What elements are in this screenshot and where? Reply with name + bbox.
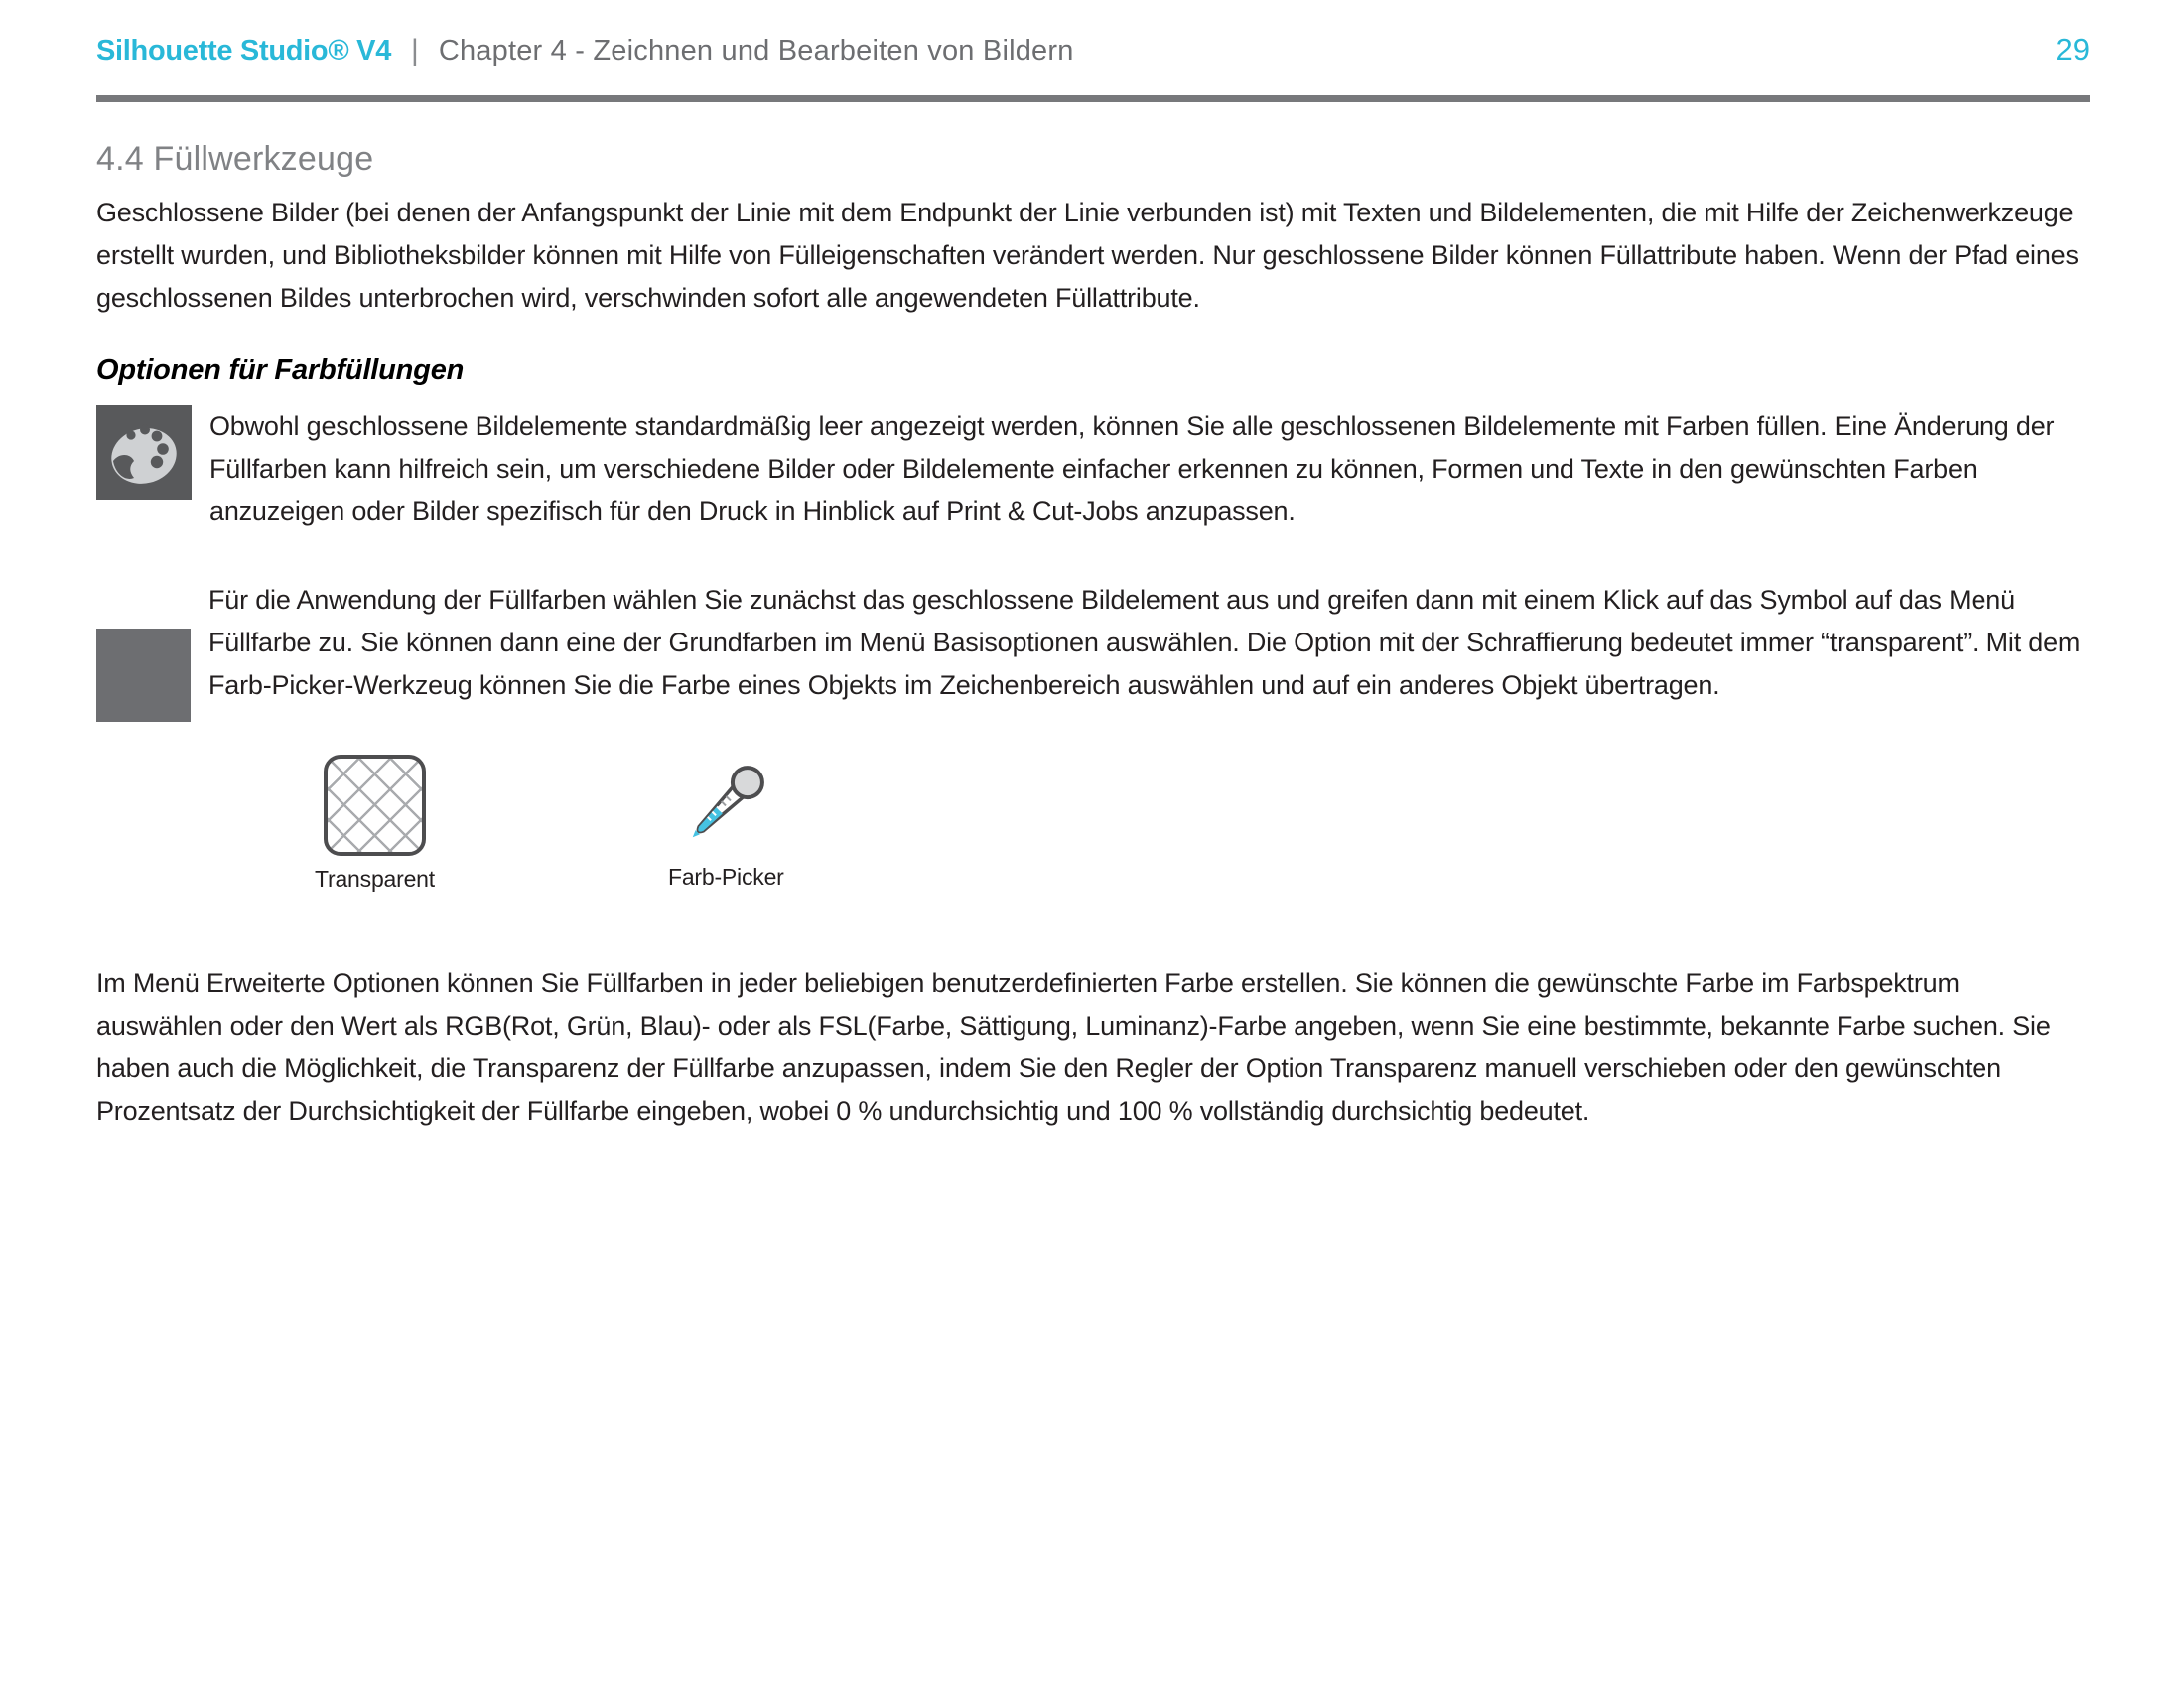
color-picker-icon bbox=[676, 755, 775, 854]
page-number: 29 bbox=[2055, 32, 2090, 67]
header-left bbox=[96, 34, 1074, 68]
page-header bbox=[96, 32, 2090, 68]
header-rule bbox=[96, 95, 2090, 102]
transparent-fill-icon bbox=[324, 755, 426, 856]
picker-caption: Farb-Picker bbox=[667, 864, 784, 890]
chapter-title: Chapter 4 - Zeichnen und Bearbeiten von Bildern bbox=[438, 35, 1074, 67]
picker-figure bbox=[668, 755, 784, 891]
palette-row bbox=[96, 405, 2090, 533]
section-title: 4.4 Füllwerkzeuge bbox=[96, 140, 374, 178]
color-palette-icon bbox=[96, 405, 192, 500]
transparent-caption: Transparent bbox=[315, 866, 435, 892]
figures-row bbox=[96, 755, 2090, 893]
closing-paragraph: Im Menü Erweiterte Optionen können Sie Füllfarben in jeder beliebigen benutzerdefinierten Farbe erstellen. Sie können die gewünschte Farbe im Farbspektrum auswählen oder den Wert als RGB(Rot, Grün, Blau)- oder als FSL(Farbe, Sättigung, Luminanz)-Farbe angeben, wenn Sie eine bestimmte, bekannte Farbe suchen. Sie haben auch die Möglichkeit, die Transparenz der Füllfarbe anzupassen, indem Sie den Regler der Option Transparenz manuell verschieben oder den gewünschten Prozentsatz der Durchsichtigkeit der Füllfarbe eingeben, wobei 0 % undurchsichtig und 100 % vollständig durchsichtig bedeutet. bbox=[96, 968, 2051, 1126]
page-content bbox=[96, 129, 2090, 1133]
brand-title: Silhouette Studio® V4 bbox=[96, 35, 392, 67]
solid-fill-swatch bbox=[96, 629, 191, 722]
subsection-title: Optionen für Farbfüllungen bbox=[96, 354, 465, 386]
palette-paragraph: Obwohl geschlossene Bildelemente standardmäßig leer angezeigt werden, können Sie alle geschlossenen Bildelemente mit Farben füllen. Eine Änderung der Füllfarben kann hilfreich sein, um verschiedene Bilder oder Bildelemente einfacher erkennen zu können, Formen und Texte in den gewünschten Farben anzuzeigen oder Bilder spezifisch für den Druck in Hinblick auf Print & Cut-Jobs anzupassen. bbox=[209, 411, 2055, 526]
fill-paragraph: Für die Anwendung der Füllfarben wählen Sie zunächst das geschlossene Bildelement aus und greifen dann mit einem Klick auf das Symbol auf das Menü Füllfarbe zu. Sie können dann eine der Grundfarben im Menü Basisoptionen auswählen. Die Option mit der Schraffierung bedeutet immer “transparent”. Mit dem Farb-Picker-Werkzeug können Sie die Farbe eines Objekts im Zeichenbereich auswählen und auf ein anderes Objekt übertragen. bbox=[208, 585, 2081, 700]
header-separator: | bbox=[411, 34, 419, 67]
transparent-figure bbox=[315, 755, 435, 893]
fill-row bbox=[96, 579, 2090, 722]
intro-paragraph: Geschlossene Bilder (bei denen der Anfangspunkt der Linie mit dem Endpunkt der Linie verbunden ist) mit Texten und Bildelementen, die mit Hilfe der Zeichenwerkzeuge erstellt wurden, und Bibliotheksbilder können mit Hilfe von Fülleigenschaften verändert werden. Nur geschlossene Bilder können Füllattribute haben. Wenn der Pfad eines geschlossenen Bildes unterbrochen wird, verschwinden sofort alle angewendeten Füllattribute. bbox=[96, 198, 2079, 313]
